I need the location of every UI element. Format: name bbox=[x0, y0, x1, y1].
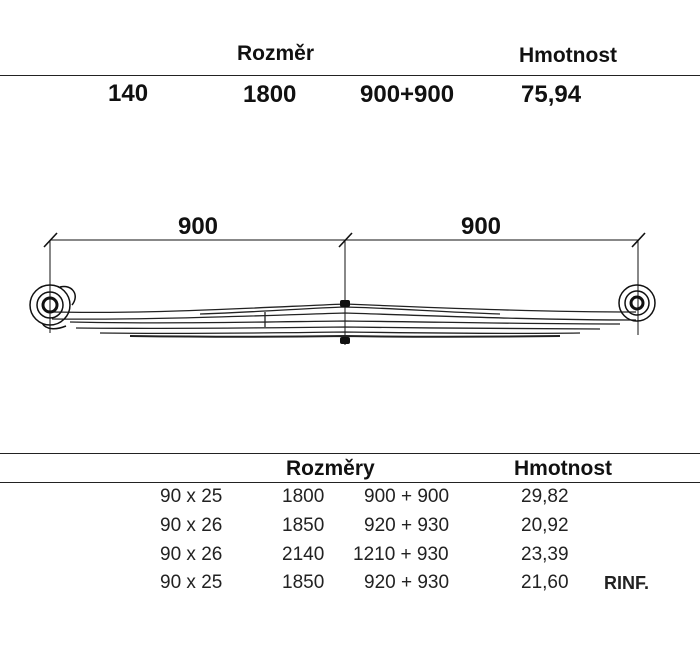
row-weight: 23,39 bbox=[521, 544, 569, 565]
row-split: 900 + 900 bbox=[364, 486, 450, 507]
summary-width-value: 140 bbox=[108, 80, 149, 107]
variants-header-weight: Hmotnost bbox=[514, 457, 612, 480]
variants-top-divider bbox=[0, 453, 700, 454]
row-split: 920 + 930 bbox=[364, 515, 450, 536]
variants-header-divider bbox=[0, 482, 700, 483]
row-section: 90 x 26 bbox=[160, 544, 223, 565]
row-length: 1850 bbox=[282, 515, 325, 536]
row-length: 2140 bbox=[282, 544, 325, 565]
summary-length-value: 1800 bbox=[243, 81, 297, 108]
row-section: 90 x 25 bbox=[160, 486, 223, 507]
row-split: 920 + 930 bbox=[364, 572, 450, 593]
row-section: 90 x 26 bbox=[160, 515, 223, 536]
right-spring-eye bbox=[619, 285, 655, 321]
row-length: 1800 bbox=[282, 486, 325, 507]
row-weight: 21,60 bbox=[521, 572, 569, 593]
summary-weight-value: 75,94 bbox=[521, 81, 582, 108]
summary-header-weight: Hmotnost bbox=[519, 44, 617, 67]
row-weight: 20,92 bbox=[521, 515, 569, 536]
summary-split-value: 900+900 bbox=[360, 81, 455, 108]
spring-leaves bbox=[52, 304, 636, 337]
row-length: 1850 bbox=[282, 572, 325, 593]
variants-header-dimensions: Rozměry bbox=[286, 457, 375, 480]
left-spring-eye bbox=[30, 285, 75, 329]
dimension-right-label: 900 bbox=[460, 213, 502, 240]
row-section: 90 x 25 bbox=[160, 572, 223, 593]
row-note: RINF. bbox=[604, 573, 649, 593]
summary-header-dimensions: Rozměr bbox=[237, 42, 315, 65]
row-split: 1210 + 930 bbox=[353, 544, 449, 565]
row-weight: 29,82 bbox=[521, 486, 569, 507]
dimension-left-label: 900 bbox=[177, 213, 219, 240]
